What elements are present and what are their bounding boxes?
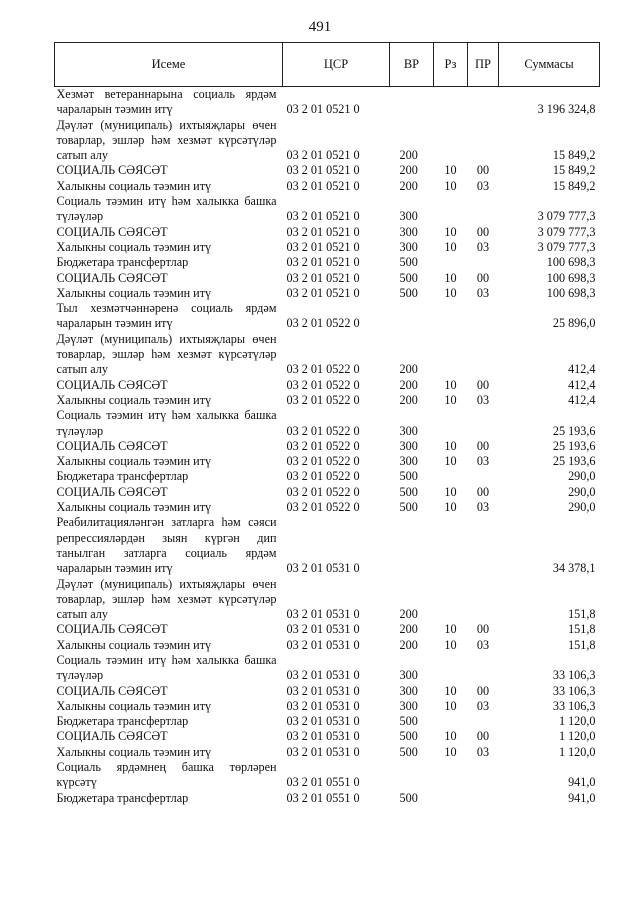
cell-csr: 03 2 01 0522 0 [286, 316, 360, 331]
cell-name: Бюджетара трансфертлар [56, 790, 189, 805]
cell-vr: 200 [399, 637, 418, 652]
cell-rz [434, 408, 468, 439]
cell-sum: 941,0 [568, 790, 596, 805]
table-row [55, 393, 600, 408]
cell-pr: 03 [476, 744, 490, 759]
cell-csr: 03 2 01 0521 0 [286, 209, 360, 224]
header-vr: ВР [390, 43, 434, 87]
table-row [55, 118, 600, 164]
cell-pr [468, 653, 499, 684]
cell-rz: 10 [444, 285, 457, 300]
cell-sum: 412,4 [568, 377, 596, 392]
cell-sum: 100 698,3 [546, 270, 596, 285]
cell-name: Халыкны социаль тәэмин итү [56, 285, 212, 300]
cell-vr: 300 [399, 454, 418, 469]
cell-sum: 412,4 [568, 392, 596, 407]
cell-rz: 10 [444, 637, 457, 652]
table-row [55, 378, 600, 393]
table-row [55, 714, 600, 729]
cell-vr: 300 [399, 683, 418, 698]
cell-vr: 200 [399, 622, 418, 637]
cell-name: Бюджетара трансфертлар [56, 469, 189, 484]
table-row [55, 286, 600, 301]
cell-rz [434, 469, 468, 484]
cell-rz: 10 [444, 224, 457, 239]
cell-sum: 33 106,3 [552, 698, 596, 713]
table-row [55, 271, 600, 286]
cell-csr: 03 2 01 0531 0 [286, 729, 360, 744]
cell-csr: 03 2 01 0522 0 [286, 377, 360, 392]
cell-pr: 00 [476, 377, 490, 392]
cell-pr: 00 [476, 683, 490, 698]
cell-pr: 00 [476, 729, 490, 744]
cell-vr: 300 [399, 438, 418, 453]
cell-vr: 200 [399, 392, 418, 407]
cell-pr: 03 [476, 698, 490, 713]
cell-pr: 03 [476, 637, 490, 652]
cell-rz: 10 [444, 622, 457, 637]
cell-sum: 290,0 [568, 484, 596, 499]
cell-sum: 25 193,6 [552, 438, 596, 453]
cell-csr: 03 2 01 0551 0 [286, 790, 360, 805]
cell-sum: 25 193,6 [552, 454, 596, 469]
table-row [55, 179, 600, 194]
cell-pr [468, 301, 499, 332]
cell-vr: 300 [399, 668, 418, 683]
table-row [55, 500, 600, 515]
cell-csr: 03 2 01 0522 0 [286, 423, 360, 438]
cell-csr: 03 2 01 0521 0 [286, 102, 360, 117]
cell-name: Социаль тәэмин итү һәм халыкка башка түләүләр [56, 408, 277, 438]
cell-vr: 500 [399, 484, 418, 499]
cell-vr: 300 [399, 224, 418, 239]
cell-csr: 03 2 01 0531 0 [286, 698, 360, 713]
cell-rz [434, 577, 468, 623]
cell-name: СОЦИАЛЬ СӘЯСӘТ [56, 622, 168, 637]
cell-sum: 412,4 [568, 362, 596, 377]
cell-vr: 500 [399, 744, 418, 759]
cell-name: Халыкны социаль тәэмин итү [56, 392, 212, 407]
table-row [55, 439, 600, 454]
cell-csr: 03 2 01 0521 0 [286, 163, 360, 178]
cell-rz: 10 [444, 454, 457, 469]
cell-sum: 25 896,0 [552, 316, 596, 331]
cell-name: Тыл хезмәтчәннәренә социаль ярдәм чараларын тәэмин итү [56, 301, 277, 331]
cell-rz: 10 [444, 178, 457, 193]
cell-name: Социаль ярдәмнең башка төрләрен күрсәтү [56, 760, 277, 790]
cell-name: СОЦИАЛЬ СӘЯСӘТ [56, 163, 168, 178]
cell-rz: 10 [444, 270, 457, 285]
cell-name: СОЦИАЛЬ СӘЯСӘТ [56, 438, 168, 453]
table-row [55, 745, 600, 760]
table-row [55, 684, 600, 699]
table-row [55, 515, 600, 576]
cell-pr: 00 [476, 622, 490, 637]
cell-pr [468, 118, 499, 164]
page-number: 491 [308, 19, 332, 35]
header-csr: ЦСР [283, 43, 390, 87]
cell-vr: 500 [399, 790, 418, 805]
cell-rz: 10 [444, 239, 457, 254]
cell-vr: 500 [399, 255, 418, 270]
cell-rz: 10 [444, 729, 457, 744]
table-row [55, 163, 600, 178]
cell-vr: 500 [399, 714, 418, 729]
cell-vr: 200 [399, 148, 418, 163]
table-body [55, 87, 600, 806]
cell-csr: 03 2 01 0521 0 [286, 270, 360, 285]
table-header-row [55, 43, 600, 87]
cell-sum: 15 849,2 [552, 178, 596, 193]
cell-vr [390, 760, 434, 791]
cell-sum: 151,8 [568, 637, 596, 652]
cell-name: СОЦИАЛЬ СӘЯСӘТ [56, 484, 168, 499]
cell-csr: 03 2 01 0522 0 [286, 362, 360, 377]
cell-pr: 03 [476, 454, 490, 469]
cell-csr: 03 2 01 0531 0 [286, 637, 360, 652]
cell-pr [468, 408, 499, 439]
budget-table [54, 42, 600, 806]
cell-csr: 03 2 01 0521 0 [286, 148, 360, 163]
cell-vr [390, 301, 434, 332]
cell-rz: 10 [444, 683, 457, 698]
cell-name: Халыкны социаль тәэмин итү [56, 637, 212, 652]
cell-pr: 03 [476, 500, 490, 515]
table-row [55, 240, 600, 255]
cell-csr: 03 2 01 0521 0 [286, 224, 360, 239]
cell-vr: 500 [399, 469, 418, 484]
cell-vr: 500 [399, 270, 418, 285]
table-row [55, 301, 600, 332]
cell-sum: 3 079 777,3 [537, 224, 596, 239]
cell-name: СОЦИАЛЬ СӘЯСӘТ [56, 729, 168, 744]
cell-sum: 3 079 777,3 [537, 239, 596, 254]
cell-vr: 300 [399, 239, 418, 254]
cell-name: Халыкны социаль тәэмин итү [56, 178, 212, 193]
cell-csr: 03 2 01 0521 0 [286, 178, 360, 193]
cell-csr: 03 2 01 0521 0 [286, 285, 360, 300]
cell-csr: 03 2 01 0531 0 [286, 622, 360, 637]
cell-csr: 03 2 01 0521 0 [286, 255, 360, 270]
cell-sum: 15 849,2 [552, 163, 596, 178]
cell-csr: 03 2 01 0522 0 [286, 484, 360, 499]
table-row [55, 225, 600, 240]
cell-name: Дәүләт (муниципаль) ихтыяҗлары өчен товарлар, эшләр һәм хезмәт күрсәтүләр сатып алу [56, 331, 277, 377]
cell-csr: 03 2 01 0531 0 [286, 561, 360, 576]
header-rz: Рз [434, 43, 468, 87]
cell-pr: 00 [476, 484, 490, 499]
cell-rz [434, 194, 468, 225]
cell-rz: 10 [444, 392, 457, 407]
table-row [55, 194, 600, 225]
cell-sum: 25 193,6 [552, 423, 596, 438]
cell-vr: 200 [399, 163, 418, 178]
cell-csr: 03 2 01 0551 0 [286, 775, 360, 790]
cell-rz [434, 760, 468, 791]
cell-pr [468, 760, 499, 791]
table-row [55, 729, 600, 744]
cell-vr: 500 [399, 285, 418, 300]
table-row [55, 577, 600, 623]
cell-pr: 00 [476, 163, 490, 178]
cell-pr: 00 [476, 270, 490, 285]
cell-sum: 15 849,2 [552, 148, 596, 163]
cell-sum: 151,8 [568, 607, 596, 622]
cell-vr [390, 87, 434, 118]
table-row [55, 699, 600, 714]
cell-rz: 10 [444, 500, 457, 515]
cell-csr: 03 2 01 0531 0 [286, 683, 360, 698]
cell-name: Халыкны социаль тәэмин итү [56, 500, 212, 515]
table-row [55, 638, 600, 653]
cell-csr: 03 2 01 0522 0 [286, 454, 360, 469]
cell-pr [468, 194, 499, 225]
cell-rz [434, 301, 468, 332]
cell-vr: 300 [399, 423, 418, 438]
header-sum: Суммасы [499, 43, 600, 87]
cell-rz [434, 255, 468, 270]
cell-name: СОЦИАЛЬ СӘЯСӘТ [56, 224, 168, 239]
cell-rz [434, 791, 468, 806]
table-row [55, 485, 600, 500]
cell-pr [468, 332, 499, 378]
cell-vr: 300 [399, 209, 418, 224]
cell-rz [434, 332, 468, 378]
cell-pr [468, 255, 499, 270]
cell-sum: 151,8 [568, 622, 596, 637]
cell-vr: 200 [399, 607, 418, 622]
cell-rz: 10 [444, 698, 457, 713]
cell-rz [434, 87, 468, 118]
cell-sum: 941,0 [568, 775, 596, 790]
cell-name: СОЦИАЛЬ СӘЯСӘТ [56, 377, 168, 392]
cell-vr: 200 [399, 377, 418, 392]
cell-sum: 1 120,0 [558, 714, 596, 729]
cell-vr: 500 [399, 500, 418, 515]
cell-pr: 03 [476, 178, 490, 193]
cell-name: СОЦИАЛЬ СӘЯСӘТ [56, 270, 168, 285]
cell-sum: 290,0 [568, 500, 596, 515]
cell-rz [434, 515, 468, 576]
cell-rz: 10 [444, 484, 457, 499]
table-row [55, 255, 600, 270]
cell-vr: 500 [399, 729, 418, 744]
cell-name: Социаль тәэмин итү һәм халыкка башка түләүләр [56, 652, 277, 683]
cell-pr: 03 [476, 285, 490, 300]
cell-sum: 1 120,0 [558, 744, 596, 759]
cell-rz [434, 118, 468, 164]
table-row [55, 653, 600, 684]
cell-name: Социаль тәэмин итү һәм халыкка башка түләүләр [56, 194, 277, 224]
cell-csr: 03 2 01 0522 0 [286, 469, 360, 484]
cell-name: Дәүләт (муниципаль) ихтыяҗлары өчен товарлар, эшләр һәм хезмәт күрсәтүләр сатып алу [56, 576, 277, 622]
cell-sum: 3 196 324,8 [537, 102, 596, 117]
cell-csr: 03 2 01 0531 0 [286, 607, 360, 622]
cell-sum: 34 378,1 [552, 561, 596, 576]
header-pr: ПР [468, 43, 499, 87]
cell-csr: 03 2 01 0522 0 [286, 500, 360, 515]
cell-rz: 10 [444, 744, 457, 759]
table-row [55, 454, 600, 469]
cell-rz: 10 [444, 163, 457, 178]
cell-sum: 290,0 [568, 469, 596, 484]
cell-name: Бюджетара трансфертлар [56, 255, 189, 270]
cell-pr: 03 [476, 239, 490, 254]
table-row [55, 760, 600, 791]
cell-pr [468, 469, 499, 484]
cell-pr [468, 714, 499, 729]
cell-sum: 100 698,3 [546, 255, 596, 270]
cell-name: Халыкны социаль тәэмин итү [56, 744, 212, 759]
cell-sum: 33 106,3 [552, 683, 596, 698]
cell-sum: 33 106,3 [552, 668, 596, 683]
cell-name: Дәүләт (муниципаль) ихтыяҗлары өчен товарлар, эшләр һәм хезмәт күрсәтүләр сатып алу [56, 117, 277, 163]
cell-name: Халыкны социаль тәэмин итү [56, 698, 212, 713]
table-row [55, 791, 600, 806]
table-row [55, 87, 600, 118]
cell-pr [468, 87, 499, 118]
cell-rz [434, 714, 468, 729]
cell-vr: 200 [399, 178, 418, 193]
cell-sum: 100 698,3 [546, 285, 596, 300]
cell-sum: 1 120,0 [558, 729, 596, 744]
cell-csr: 03 2 01 0522 0 [286, 392, 360, 407]
cell-vr [390, 515, 434, 576]
table-row [55, 408, 600, 439]
cell-vr: 300 [399, 698, 418, 713]
cell-pr: 00 [476, 224, 490, 239]
cell-rz: 10 [444, 438, 457, 453]
cell-csr: 03 2 01 0521 0 [286, 239, 360, 254]
cell-name: Бюджетара трансфертлар [56, 714, 189, 729]
cell-name: СОЦИАЛЬ СӘЯСӘТ [56, 683, 168, 698]
cell-csr: 03 2 01 0531 0 [286, 744, 360, 759]
table-row [55, 332, 600, 378]
cell-pr [468, 515, 499, 576]
cell-name: Халыкны социаль тәэмин итү [56, 239, 212, 254]
cell-rz: 10 [444, 377, 457, 392]
cell-vr: 200 [399, 362, 418, 377]
cell-csr: 03 2 01 0522 0 [286, 438, 360, 453]
cell-rz [434, 653, 468, 684]
cell-csr: 03 2 01 0531 0 [286, 668, 360, 683]
table-row [55, 469, 600, 484]
cell-name: Хезмәт ветераннарына социаль ярдәм чараларын тәэмин итү [56, 87, 277, 117]
cell-pr: 00 [476, 438, 490, 453]
cell-name: Реабилитацияләнгән затларга һәм сәяси репрессияләрдән зыян күргән дип танылган затларга социаль ярдәм чараларын тәэмин итү [56, 515, 277, 576]
cell-sum: 3 079 777,3 [537, 209, 596, 224]
cell-pr: 03 [476, 392, 490, 407]
cell-csr: 03 2 01 0531 0 [286, 714, 360, 729]
header-name: Исеме [55, 43, 283, 87]
cell-pr [468, 791, 499, 806]
table-row [55, 622, 600, 637]
cell-pr [468, 577, 499, 623]
cell-name: Халыкны социаль тәэмин итү [56, 454, 212, 469]
